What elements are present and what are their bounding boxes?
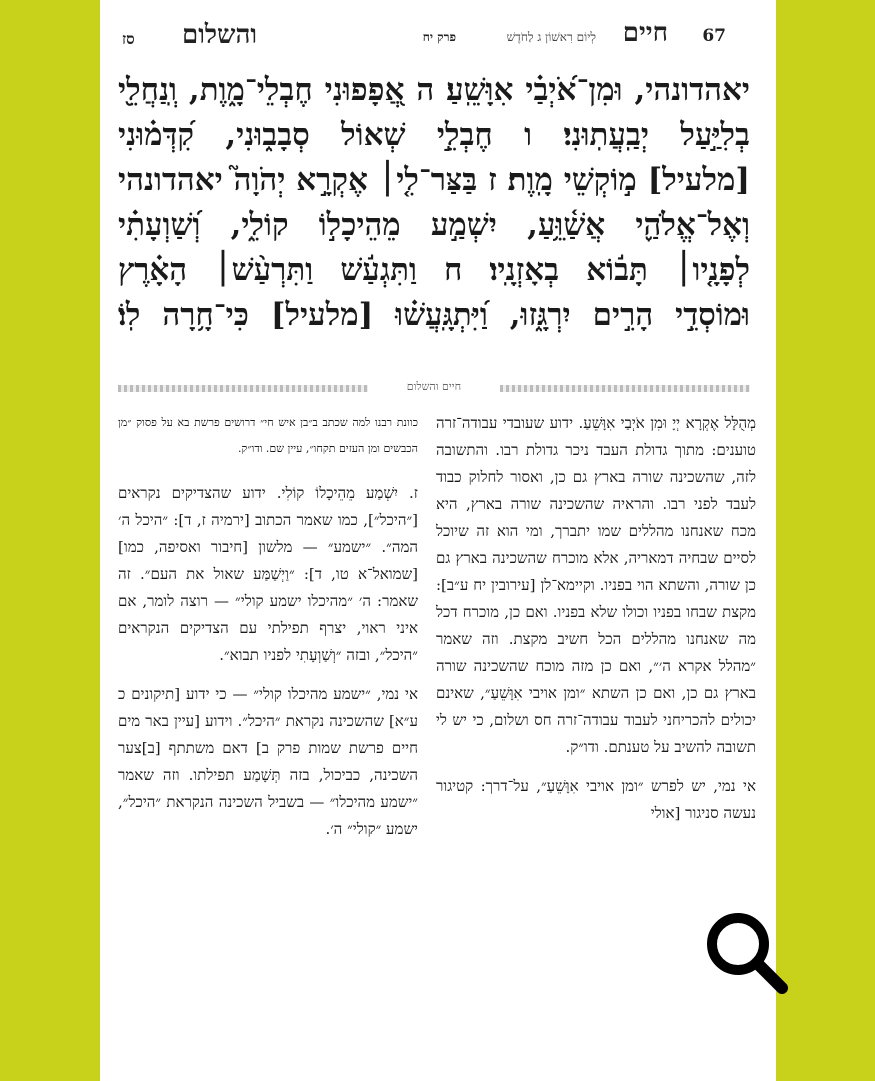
header-chapter: פרק יח: [422, 30, 456, 44]
divider-ornament-right: [500, 385, 750, 392]
verse-line: לְפָנָ֤יו׀ תָּב֬וֹא בְאָזְנָֽיו׃ ח וַתִּגְעַ֬שׁ וַתִּרְעַ֨שׁ׀ הָאָ֗רֶץ: [118, 252, 750, 288]
commentary-right-column: [436, 410, 756, 839]
header-daily-reading: לְיוֹם רִאשׁוֹן ג לַחֹדֶשׁ: [506, 30, 596, 44]
commentary-note: כוונת רבנו למה שכתב ב״בן איש חי״ דרושים פרשת בא על פסוק ״מן הכבשים ומן העזים תקחו״, עיין שם. ודו״ק.: [118, 416, 418, 455]
divider-ornament-left: [118, 385, 368, 392]
header-hebrew-page: סז: [122, 30, 135, 48]
section-divider: [118, 380, 750, 396]
verse-line: יאהדונהי, וּמִן־אֹ֝יְבַ֗י אִוָּשֵֽׁעַ׃ ה אֲ֭פָפוּנִי חֶבְלֵי־מָ֑וֶת, וְֽנַחֲלֵ֖י: [118, 72, 750, 108]
commentary-left-column: [118, 410, 418, 855]
verse-line: וּמוֹסְדֵ֣י הָרִ֣ים יִרְגָּ֑זוּ, וַ֝יִּתְגָּֽעֲשׁ֗וּ [מלעיל] כִּי־חָ֥רָה לֽוֹ׃: [118, 297, 750, 333]
commentary-paragraph: אי נמי, ״ישמע מהיכלו קולי״ — כי ידוע [תיקונים כ ע״א] שהשכינה נקראת ״היכל״. וידוע [עיין באר מים חיים פרשת שמות פרק ב] דאם משתתף [ב]צער השכינה, כביכול, בזה תְּשָׁמַע תפילתו. וזה שאמר ״ישמע מהיכלו״ — בשביל השכינה הנקראת ״היכל״, ישמע ״קולי״ ה׳.: [118, 685, 418, 838]
page-number: 67: [702, 26, 726, 46]
running-header: [100, 18, 776, 58]
book-page: [100, 0, 776, 1081]
verse-line: וְאֶל־אֱלֹהַ֪י אֲשַׁ֫וֵּ֥עַ, יִשְׁמַ֣ע מֵהֵיכָל֣וֹ קוֹלִ֑י, וְ֝שַׁוְעָתִ֗י: [118, 207, 750, 243]
header-title-chayim: חיים: [622, 18, 668, 48]
verse-line: [מלעיל] מ֣וֹקְשֵׁי מָֽוֶת׃ ז בַּצַּר־לִ֤י׀ אֶקְרָ֣א יְהֹוָה֮ יאהדונהי: [118, 162, 750, 198]
commentary-paragraph: אי נמי, יש לפרש ״ומן אויבי אִוָּשֵׁעַ״, על־דרך: קטיגור נעשה סניגור [אולי: [436, 777, 756, 822]
psalm-verse-block: [118, 68, 750, 338]
verse-line: בְלִיַּ֣עַל יְבַֽעֲתֽוּנִי׃ ו חֶבְלֵ֣י שְׁאוֹל סְבָב֑וּנִי, קִ֝דְּמ֗וּנִי: [118, 117, 750, 153]
header-title-vehashalom: והשלום: [182, 20, 258, 50]
commentary-paragraph: מְהֻלָּל אֶקְרָא יְיָ וּמִן אֹיְבַי אִוָּשֵׁעַ. ידוע שעובדי עבודה־זרה טוענים: מתוך גדולת העבד ניכר גדולת רבו. והתשובה לזה, שהשכינה שורה בארץ גם כן, ואסור לחלוק כבוד לעבד לפני רבו. והראיה שהשכינה שורה בארץ, היא מכח שאנחנו מהללים שמו יתברך, ומי הוא זה שיוכל לסיים שבחיה דמאריה, אלא מוכרח שהשכינה בארץ גם כן שורה, והשתא הוי בפניו. וקיימא־לן [עירובין יח ע״ב]: מקצת שבחו בפניו וכולו שלא בפניו. ואם כן, מוכרח דכל מה שאנחנו מהללים הכל חשיב מקצת. וזה שאמר ״מהלל אקרא ה׳״, ואם כן מזה מוכח שהשכינה שורה בארץ גם כן, ואם כן השתא ״ומן אויבי אִוָּשֵׁעַ״, שאינם יכולים להכריחני לעבוד עבודה־זרה חס ושלום, כי יש לי תשובה להשיב על טענתם. ודו״ק.: [436, 414, 756, 756]
divider-title: חיים והשלום: [399, 380, 469, 393]
commentary-paragraph: ז. יִשְׁמַע מֵהֵיכָלוֹ קוֹלִי. ידוע שהצדיקים נקראים [״היכל״], כמו שאמר הכתוב [ירמיה ז, ד]: ״היכל ה׳ המה״. ״ישמע״ — מלשון [חיבור ואסיפה, כמו] [שמואל־א טו, ד]: ״וַיְשַׁמַּע שאול את העם״. זה שאמר: ה׳ ״מהיכלו ישמע קולי״ — רוצה לומר, אם איני ראוי, יצרף תפילתי עם הצדיקים הנקראים ״היכל״, ובזה ״וְשַׁוְעָתִי לפניו תבוא״.: [118, 484, 418, 664]
magnifier-icon[interactable]: [700, 906, 790, 996]
